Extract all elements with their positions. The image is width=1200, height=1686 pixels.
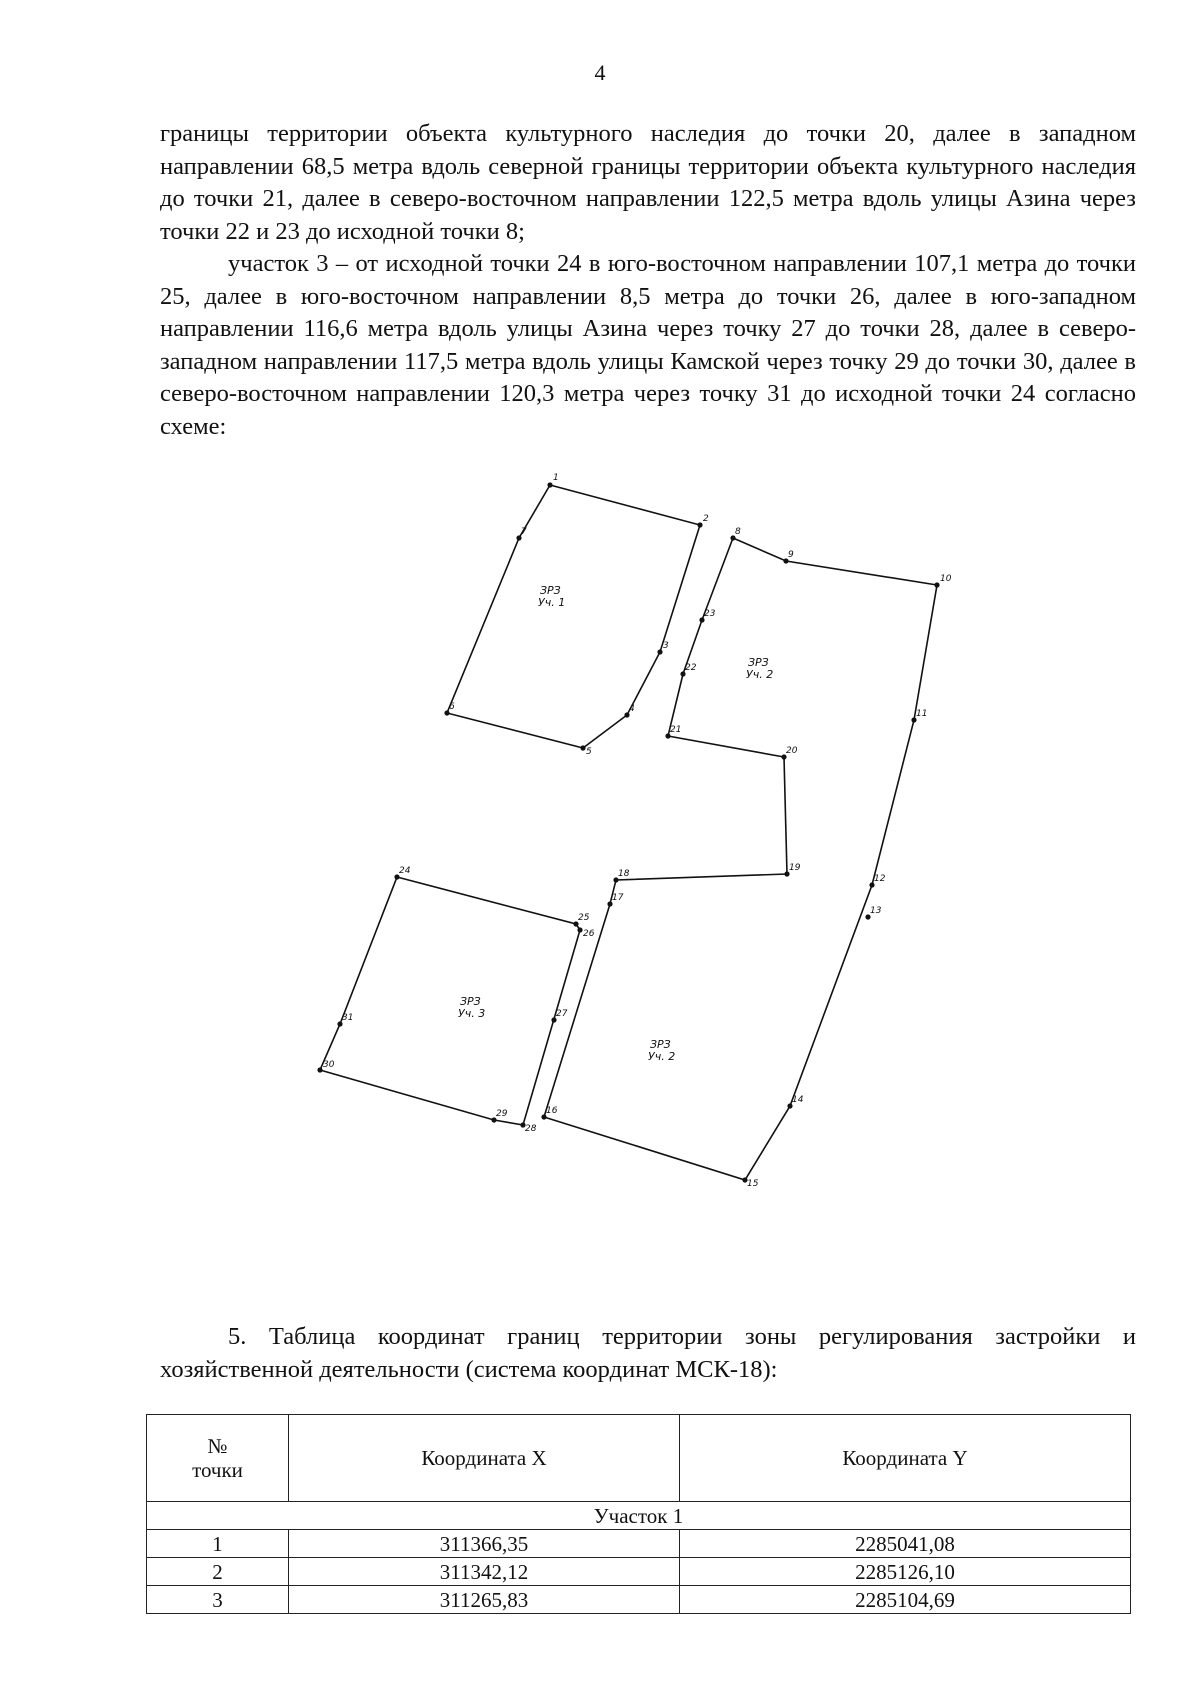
svg-text:24: 24 — [399, 866, 411, 876]
svg-text:2: 2 — [703, 514, 709, 524]
svg-text:11: 11 — [916, 709, 928, 719]
cell-point: 1 — [147, 1530, 289, 1558]
point-15 — [742, 1177, 758, 1189]
paragraph: границы территории объекта культурного наследия до точки 20, далее в западном направлении 68,5 метра вдоль северной границы территории объекта культурного наследия до точки 21, далее в северо-восточном направлении 122,5 метра вдоль улицы Азина через точки 22 и 23 до исходной точки 8; — [160, 120, 1136, 245]
svg-text:20: 20 — [786, 746, 798, 756]
svg-text:27: 27 — [556, 1009, 568, 1019]
point-11 — [911, 709, 927, 723]
section-5-text: 5. Таблица координат границ территории зоны регулирования застройки и хозяйственной деятельности (система координат МСК-18): — [160, 1323, 1136, 1383]
point-7 — [516, 527, 527, 541]
table-row — [147, 1586, 1131, 1614]
paragraph: участок 3 – от исходной точки 24 в юго-восточном направлении 107,1 метра до точки 25, далее в юго-восточном направлении 8,5 метра до точки 26, далее в юго-западном направлении 116,6 метра вдоль улицы Азина через точку 27 до точки 28, далее в северо-западном направлении 117,5 метра вдоль улицы Камской через точку 29 до точки 30, далее в северо-восточном направлении 120,3 метра через точку 31 до исходной точки 24 согласно схеме: — [160, 250, 1136, 440]
header-coordinate-x: Координата X — [289, 1415, 680, 1502]
cell-x: 311366,35 — [289, 1530, 680, 1558]
svg-text:21: 21 — [670, 725, 682, 735]
zone-scheme-diagram — [320, 473, 1120, 1280]
svg-text:17: 17 — [612, 893, 624, 903]
header-point-number: № точки — [147, 1415, 289, 1502]
zone-label-2b-line2: Уч. 2 — [648, 1050, 676, 1063]
svg-text:22: 22 — [685, 663, 697, 673]
svg-text:25: 25 — [578, 913, 590, 923]
svg-text:1: 1 — [553, 473, 559, 483]
table-row — [147, 1558, 1131, 1586]
cell-y: 2285126,10 — [680, 1558, 1131, 1586]
svg-text:7: 7 — [521, 527, 527, 537]
zone-label-2-line1: ЗРЗ — [748, 656, 769, 669]
point-3 — [657, 641, 669, 655]
svg-text:8: 8 — [735, 527, 741, 537]
body-text — [160, 118, 1136, 443]
cell-point: 3 — [147, 1586, 289, 1614]
point-14 — [787, 1095, 803, 1109]
svg-text:31: 31 — [342, 1013, 354, 1023]
point-12 — [869, 874, 885, 888]
svg-text:30: 30 — [323, 1060, 335, 1070]
svg-text:13: 13 — [870, 906, 882, 916]
svg-text:10: 10 — [940, 574, 952, 584]
svg-text:9: 9 — [788, 550, 794, 560]
point-31 — [337, 1013, 353, 1027]
point-5 — [580, 745, 592, 757]
table-row — [147, 1530, 1131, 1558]
point-23 — [699, 609, 715, 623]
point-4 — [624, 704, 635, 718]
section-5-title — [160, 1320, 1136, 1386]
svg-text:16: 16 — [546, 1106, 558, 1116]
svg-text:29: 29 — [496, 1109, 508, 1119]
page-number: 4 — [594, 60, 606, 85]
zone-label-2-line2: Уч. 2 — [746, 668, 774, 681]
svg-text:26: 26 — [583, 929, 595, 939]
point-16 — [541, 1106, 557, 1120]
header-coordinate-y: Координата Y — [680, 1415, 1131, 1502]
svg-text:14: 14 — [792, 1095, 804, 1105]
section-label: Участок 1 — [147, 1502, 1131, 1530]
section-row — [147, 1502, 1131, 1530]
zone-label-3-line1: ЗРЗ — [460, 995, 481, 1008]
cell-x: 311342,12 — [289, 1558, 680, 1586]
svg-text:3: 3 — [663, 641, 669, 651]
coordinates-table — [146, 1414, 1131, 1614]
zone-label-2b-line1: ЗРЗ — [650, 1038, 671, 1051]
point-25 — [573, 913, 589, 927]
svg-text:4: 4 — [629, 704, 635, 714]
svg-text:5: 5 — [586, 747, 592, 757]
point-24 — [394, 866, 410, 880]
zone-label-1-line2: Уч. 1 — [538, 596, 566, 609]
zone-1-boundary — [447, 485, 700, 748]
zone-label-3-line2: Уч. 3 — [458, 1007, 486, 1020]
svg-text:12: 12 — [874, 874, 886, 884]
point-28 — [520, 1122, 536, 1134]
table-header-row — [147, 1415, 1131, 1502]
cell-y: 2285104,69 — [680, 1586, 1131, 1614]
zone-2-boundary — [544, 538, 937, 1180]
point-27 — [551, 1009, 567, 1023]
point-17 — [607, 893, 623, 907]
zone-label-1-line1: ЗРЗ — [540, 584, 561, 597]
point-30 — [317, 1060, 334, 1073]
svg-text:19: 19 — [789, 863, 801, 873]
svg-text:18: 18 — [618, 869, 630, 879]
zone-3-boundary — [320, 877, 580, 1125]
point-26 — [577, 927, 594, 939]
point-20 — [781, 746, 797, 760]
point-13 — [865, 906, 881, 920]
svg-text:15: 15 — [747, 1179, 759, 1189]
cell-point: 2 — [147, 1558, 289, 1586]
point-22 — [680, 663, 696, 677]
svg-text:23: 23 — [704, 609, 716, 619]
cell-y: 2285041,08 — [680, 1530, 1131, 1558]
point-2 — [697, 514, 709, 528]
point-10 — [934, 574, 951, 588]
cell-x: 311265,83 — [289, 1586, 680, 1614]
svg-text:6: 6 — [449, 702, 455, 712]
svg-text:28: 28 — [525, 1124, 537, 1134]
